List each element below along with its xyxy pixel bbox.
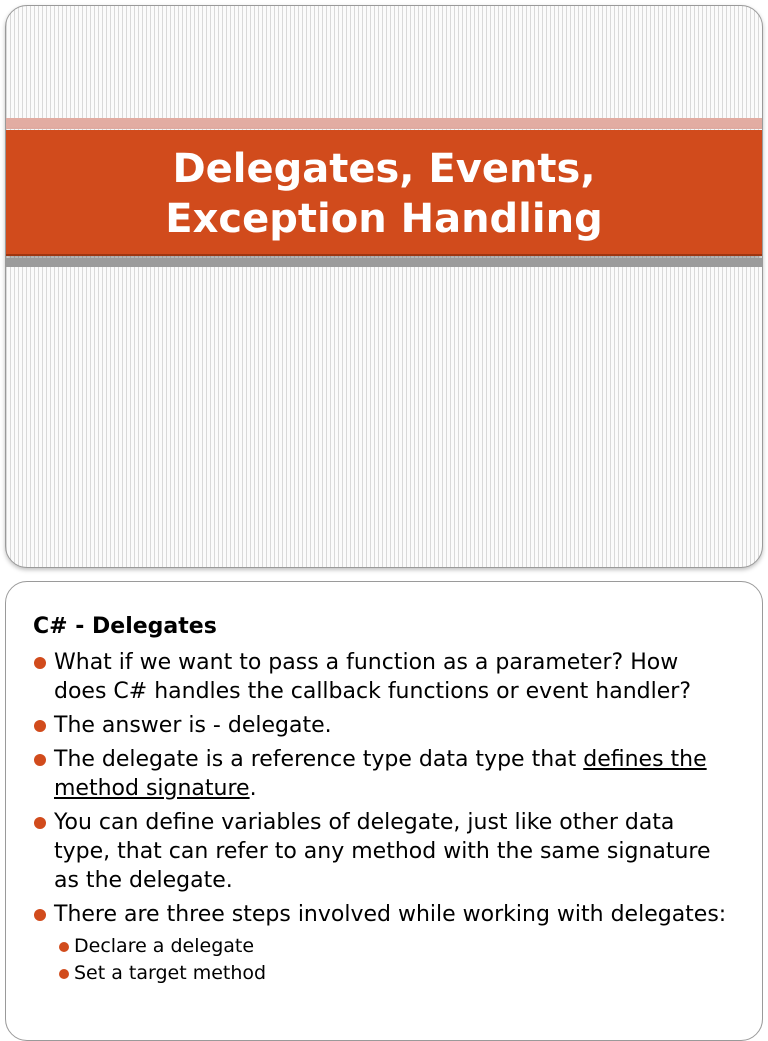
bullet-text: The answer is - delegate. [54, 713, 332, 738]
bullet-text: There are three steps involved while working with delegates: [54, 902, 727, 927]
bullet-list [33, 648, 733, 992]
title-band-top-stripe [6, 118, 762, 129]
bullet-item [33, 648, 733, 706]
underlined-text: defines the method signature [54, 747, 707, 801]
bullet-dot-icon [34, 909, 46, 921]
bullet-text: What if we want to pass a function as a parameter? How does C# handles the callback functions or event handler? [54, 650, 691, 704]
sub-bullet-text: Set a target method [74, 962, 267, 984]
slide-heading: C# - Delegates [33, 614, 217, 639]
sub-bullet-item [54, 933, 733, 960]
sub-bullet-list [54, 933, 733, 987]
bullet-text-part: . [249, 776, 257, 801]
bullet-item [33, 711, 733, 740]
title-line-1: Delegates, Events, [172, 146, 596, 192]
sub-bullet-text: Declare a delegate [74, 935, 255, 957]
sub-bullet-dot-icon [59, 969, 69, 979]
bullet-text: You can define variables of delegate, just like other data type, that can refer to any method with the same signature as the delegate. [54, 810, 711, 893]
bullet-item [33, 808, 733, 895]
sub-bullet-item [54, 960, 733, 987]
slide-title [6, 144, 762, 244]
bullet-dot-icon [34, 754, 46, 766]
sub-bullet-dot-icon [59, 942, 69, 952]
bullet-item [33, 900, 733, 987]
bullet-item [33, 745, 733, 803]
bullet-dot-icon [34, 817, 46, 829]
title-band-bottom-stripe [6, 258, 762, 267]
bullet-dot-icon [34, 657, 46, 669]
bullet-text-part: The delegate is a reference type data type that [54, 747, 584, 772]
title-slide [5, 5, 763, 568]
bullet-dot-icon [34, 720, 46, 732]
content-slide [5, 581, 763, 1041]
title-band [6, 130, 762, 256]
title-line-2: Exception Handling [165, 196, 603, 242]
